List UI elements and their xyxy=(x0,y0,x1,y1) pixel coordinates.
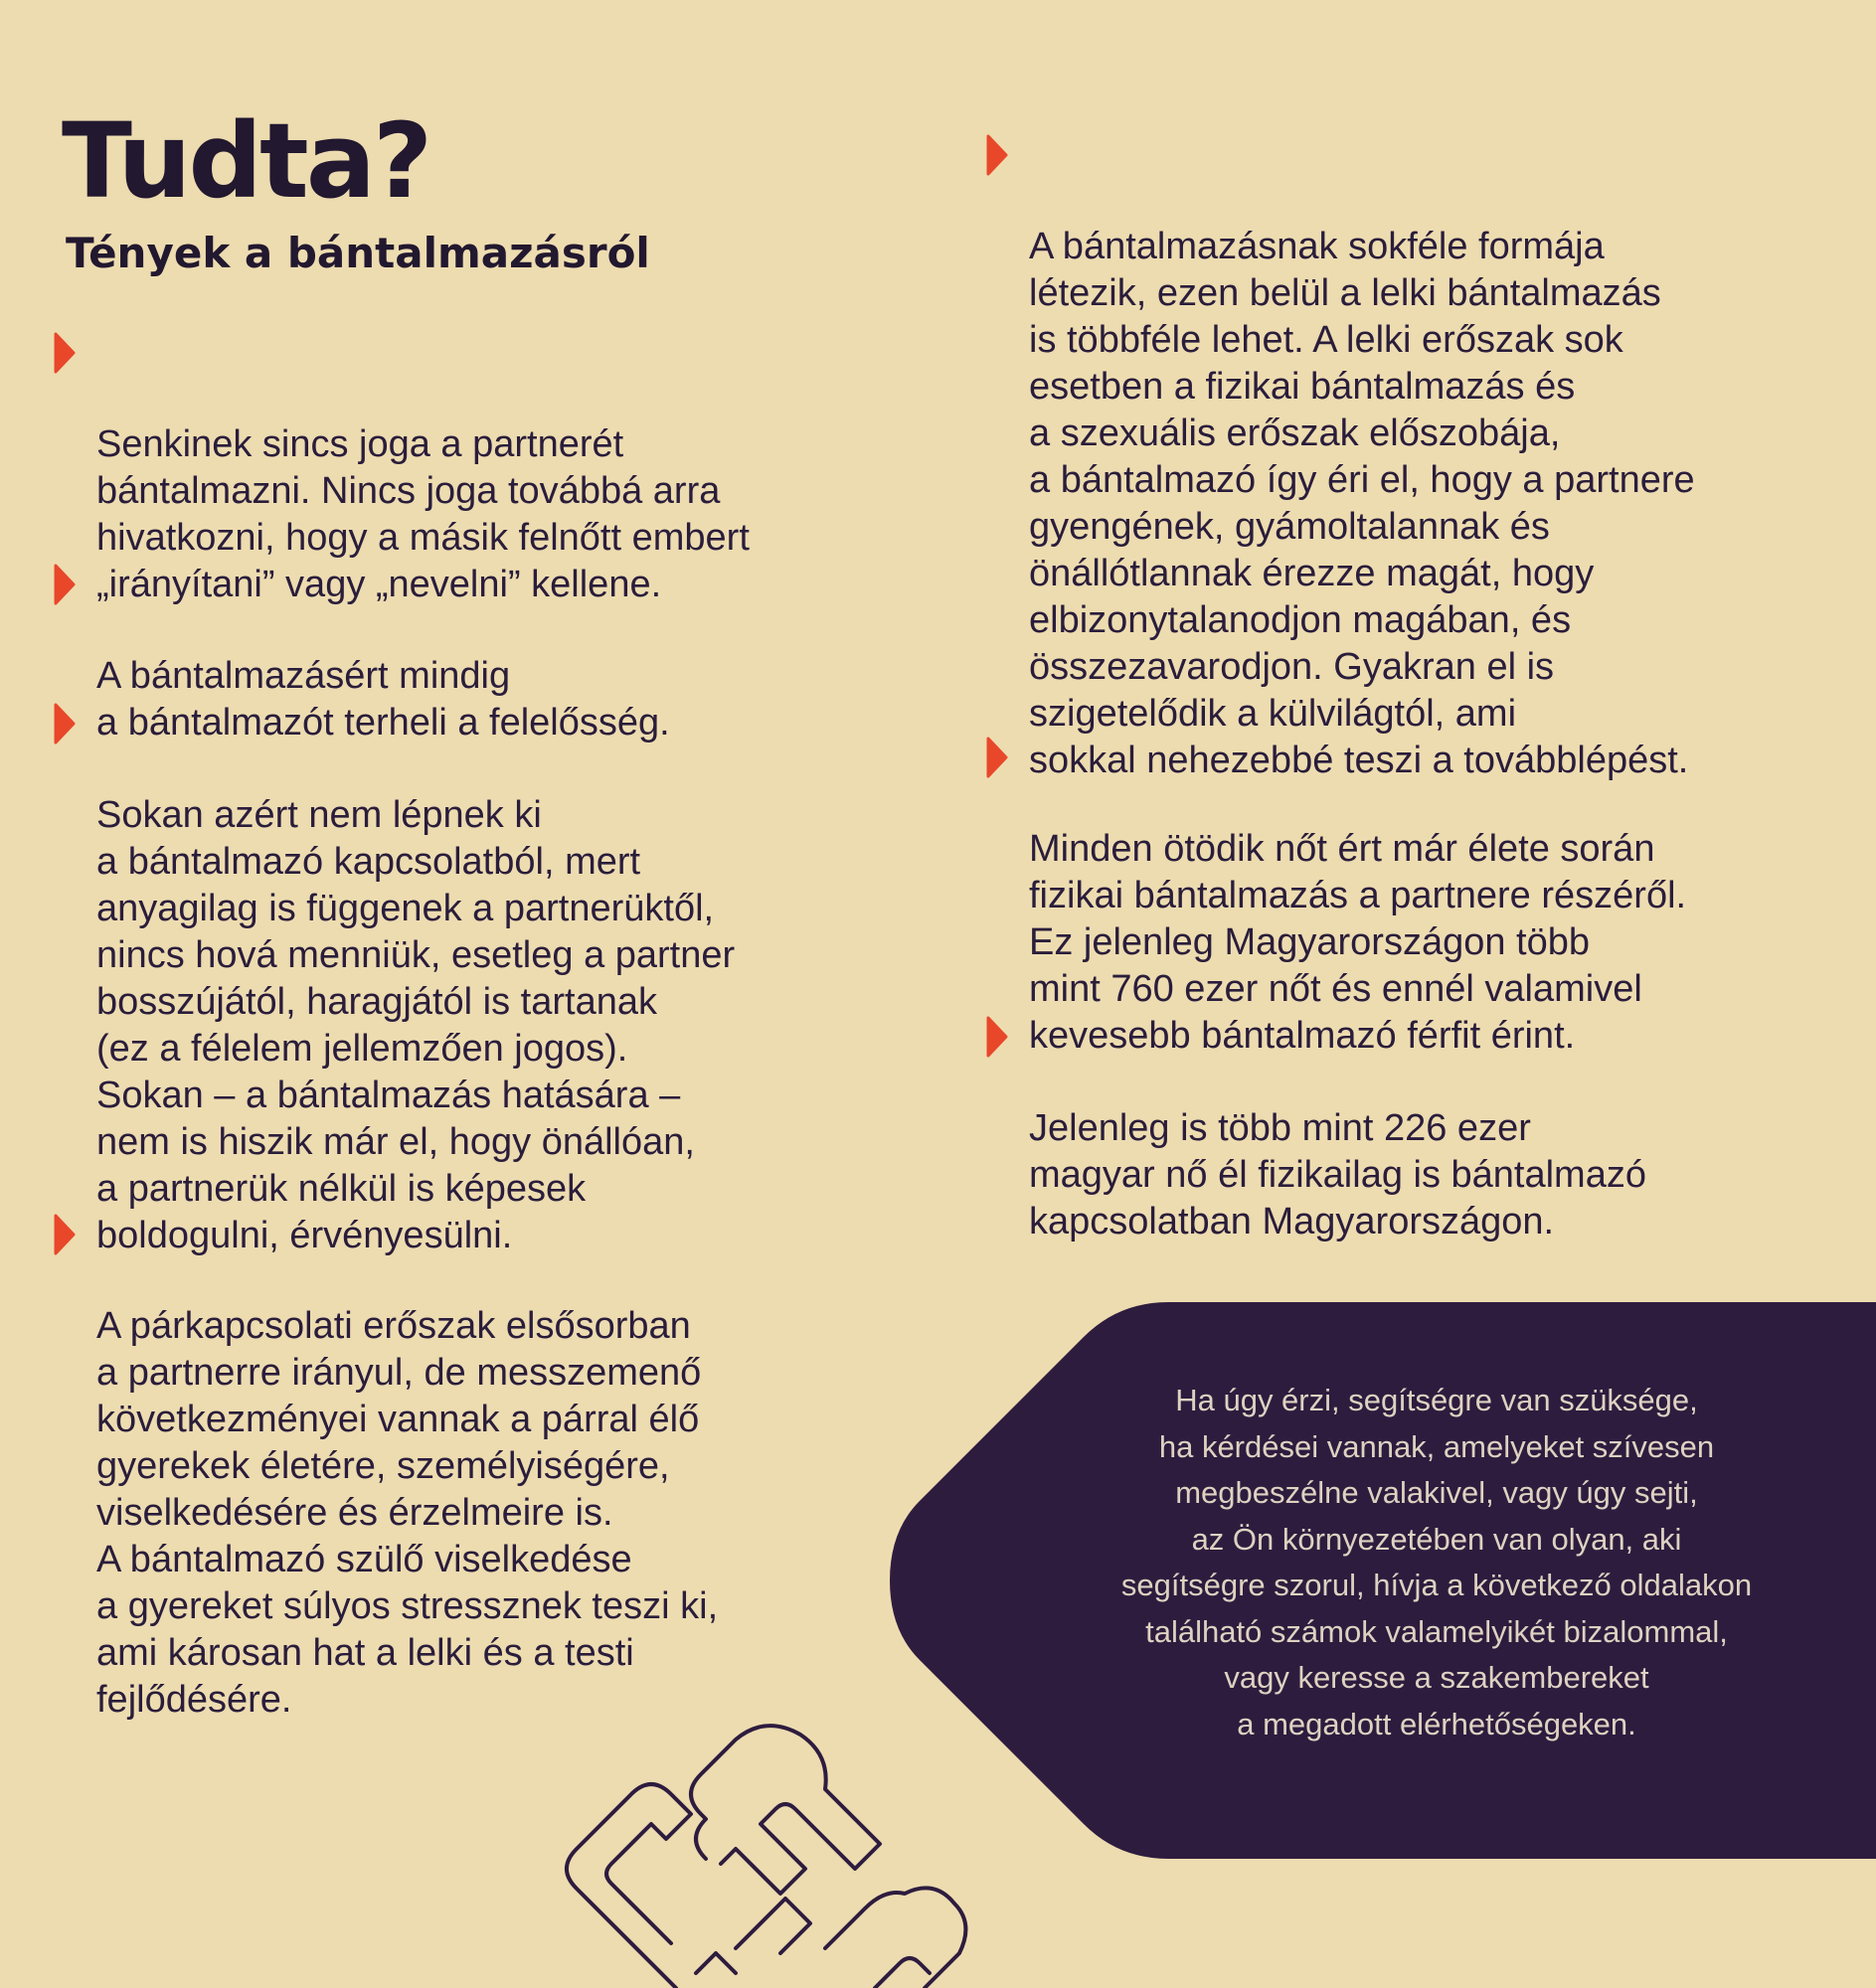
page-title: Tudta? xyxy=(62,100,430,222)
fact-text: A párkapcsolati erőszak elsősorban a partnerre irányul, de messzemenő következményei vannak a párral élő gyerekek életére, személyiségére, viselkedésére és érzelmeire is. A bántalmazó szülő viselkedése a gyereket súlyos stressznek teszi ki, ami károsan hat a lelki és a testi fejlődésére. xyxy=(96,1305,719,1721)
fact-item-5 xyxy=(1029,130,1854,831)
triangle-bullet-icon xyxy=(985,134,1009,176)
fact-item-7 xyxy=(1029,1012,1854,1292)
callout-text: Ha úgy érzi, segítségre van szüksége, ha kérdései vannak, amelyeket szívesen megbeszélne valakivel, vagy úgy sejti, az Ön környezetében van olyan, aki segítségre szorul, hívja a következő oldalakon található számok valamelyikét bizalommal, vagy keresse a szakembereket a megadott elérhetőségeken. xyxy=(1120,1383,1753,1741)
fact-text: A bántalmazásért mindig a bántalmazót terheli a felelősség. xyxy=(96,655,670,744)
fact-text: A bántalmazásnak sokféle formája létezik, ezen belül a lelki bántalmazás is többféle lehet. A lelki erőszak sok esetben a fizikai bántalmazás és a szexuális erőszak előszobája, a bántalmazó így éri el, hogy a partnere gyengének, gyámoltalannak és önállótlannak érezze magát, hogy elbizonytalanodjon magában, és összezavarodjon. Gyakran el is szigetelődik a külvilágtól, ami sokkal nehezebbé teszi a továbblépést. xyxy=(1029,226,1695,781)
triangle-bullet-icon xyxy=(53,703,77,745)
triangle-bullet-icon xyxy=(53,332,77,374)
triangle-bullet-icon xyxy=(53,564,77,605)
triangle-bullet-icon xyxy=(985,737,1009,778)
page-subtitle: Tények a bántalmazásról xyxy=(66,229,650,277)
fact-text: Minden ötödik nőt ért már élete során fizikai bántalmazás a partnere részéről. Ez jelenleg Magyarországon több mint 760 ezer nőt és ennél valamivel kevesebb bántalmazó férfit érint. xyxy=(1029,828,1687,1057)
fact-item-4 xyxy=(96,1210,902,1770)
fact-text: Sokan azért nem lépnek ki a bántalmazó kapcsolatból, mert anyagilag is függenek a partnerüktől, nincs hová menniük, esetleg a partner bosszújától, haragjától is tartanak (ez a félelem jellemzően jogos). Sokan – a bántalmazás hatására – nem is hiszik már el, hogy önállóan, a partnerük nélkül is képesek boldogulni, érvényesülni. xyxy=(96,794,736,1256)
outline-logo-icon xyxy=(557,1720,1054,1988)
triangle-bullet-icon xyxy=(985,1016,1009,1058)
fact-text: Senkinek sincs joga a partnerét bántalmazni. Nincs joga továbbá arra hivatkozni, hogy a másik felnőtt embert „irányítani” vagy „nevelni” kellene. xyxy=(96,423,750,605)
triangle-bullet-icon xyxy=(53,1214,77,1255)
fact-text: Jelenleg is több mint 226 ezer magyar nő él fizikailag is bántalmazó kapcsolatban Magyarországon. xyxy=(1029,1107,1646,1242)
